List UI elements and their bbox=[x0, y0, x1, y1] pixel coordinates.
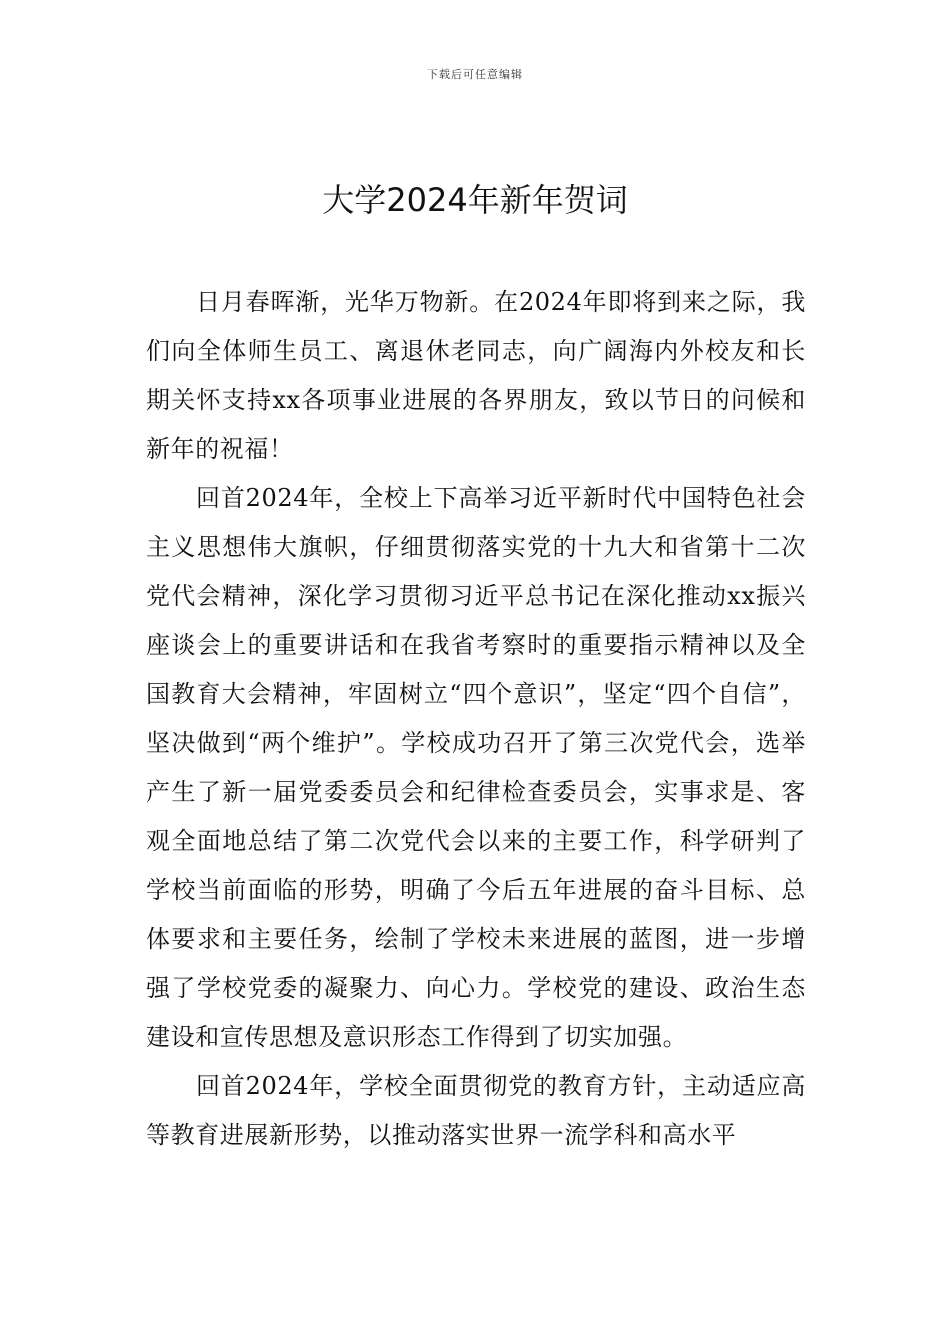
document-title: 大学2024年新年贺词 bbox=[322, 181, 628, 219]
header-note: 下载后可任意编辑 bbox=[427, 68, 523, 81]
paragraph-party-building: 回首2024年，全校上下高举习近平新时代中国特色社会主义思想伟大旗帜，仔细贯彻落实党的十九大和省第十二次党代会精神，深化学习贯彻习近平总书记在深化推动xx振兴座谈会上的重要讲话和在我省考察时的重要指示精神以及全国教育大会精神，牢固树立“四个意识”，坚定“四个自信”，坚决做到“两个维护”。学校成功召开了第三次党代会，选举产生了新一届党委委员会和纪律检查委员会，实事求是、客观全面地总结了第二次党代会以来的主要工作，科学研判了学校当前面临的形势，明确了今后五年进展的奋斗目标、总体要求和主要任务，绘制了学校未来进展的蓝图，进一步增强了学校党委的凝聚力、向心力。学校党的建设、政治生态建设和宣传思想及意识形态工作得到了切实加强。 bbox=[146, 484, 806, 1051]
paragraph-education: 回首2024年，学校全面贯彻党的教育方针，主动适应高等教育进展新形势，以推动落实世界一流学科和高水平 bbox=[146, 1072, 806, 1149]
paragraph-greeting: 日月春晖渐，光华万物新。在2024年即将到来之际，我们向全体师生员工、离退休老同志，向广阔海内外校友和长期关怀支持xx各项事业进展的各界朋友，致以节日的问候和新年的祝福！ bbox=[146, 288, 806, 463]
document-body bbox=[146, 278, 806, 1160]
